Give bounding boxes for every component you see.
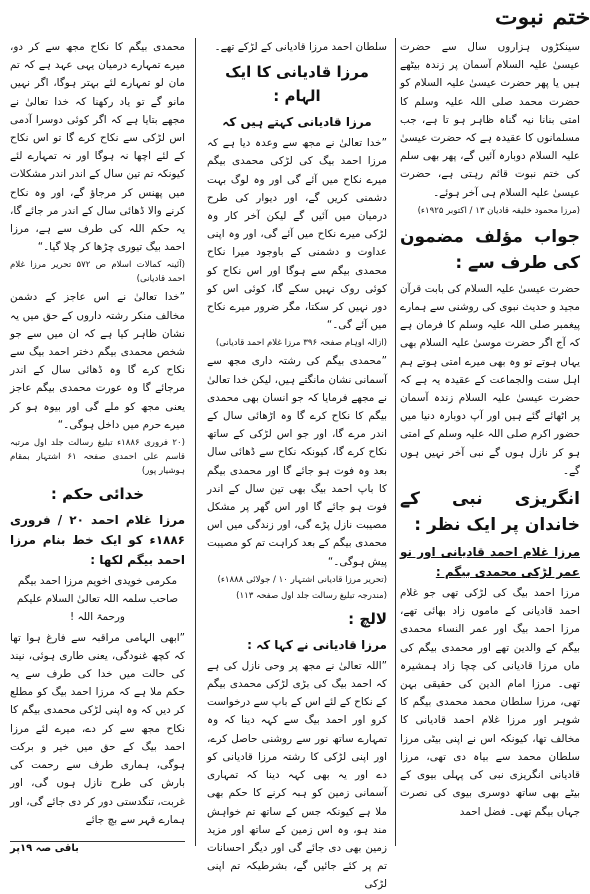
section-heading: انگریزی نبی کے خاندان پر ایک نظر : (400, 489, 580, 536)
middle-column (207, 38, 387, 891)
paragraph: محمدی بیگم کا نکاح مجھ سے کر دو، میرے تمہارے درمیان یہی عہد ہے کہ تم مان لو تمہارے لئے بہتر ہوگا، اگر نہیں مانو گے تو یاد رکھنا کہ خدا تعالیٰ نے مجھے بتایا ہے کہ اگر کوئی دوسرا آدمی اس لڑکی سے نکاح کرے گا تو اس نکاح کے لئے اچھا نہ ہوگا اور نہ تمہارے لئے کیونکہ تم تین سال کے اندر اندر مشکلات میں پھنس کر مرجاؤ گے، اور وہ نکاح کرنے والا ڈھائی سال کے اندر مر جائے گا، یہ حکم اللہ کی طرف سے ہے، مرزا احمد بیگ تیوری چڑھا کر چلا گیا۔“ (10, 41, 185, 254)
citation: (تحریر مرزا قادیانی اشتہار ۱۰ / جولائی ۱۸۸۸ء) (217, 574, 387, 585)
paragraph: مرزا احمد بیگ کی لڑکی تھی جو غلام احمد قادیانی کے ماموں زاد بھائی تھے، مرزا احمد بیگ اور عمر النساء محمدی بیگم کے والدین تھے اور محمدی بیگم کی ماں مرزا قادیانی کی چچا زاد ہمشیرہ تھی۔ مرزا امام الدین کی حقیقی بہن تھی، مرزا سلطان محمد محمدی بیگم کا شوہر اور مرزا غلام احمد قادیانی کا مخالف تھا، کیونکہ اس نے اپنی بیٹی مرزا سلطان محمد سے بیاہ دی تھی، مرزا قادیانی انگریزی نبی کی پہلی بیوی کے بیٹے بھی ساتھ دوسری بیوی کی نصرت جہاں بیگم تھی۔ فضل احمد (400, 587, 580, 818)
paragraph: سلطان احمد مرزا قادیانی کے لڑکے تھے۔ (214, 41, 387, 53)
quote: ”خدا تعالیٰ نے اس عاجز کے دشمن مخالف منکر رشتہ داروں کے حق میں یہ نشان ظاہر کیا ہے کہ ان میں سے جو شخص محمدی بیگم دختر احمد بیگ سے نکاح کرے گا وہ ڈھائی سال کے اندر مرجائے گا وہ عورت محمدی بیگم عاجز یعنی مجھ کو ملے گی اور بیوہ ہو کر میرے حرم میں داخل ہوگی۔“ (10, 291, 185, 431)
magazine-logo (494, 4, 590, 30)
salutation: مکرمی خویدی اخویم مرزا احمد بیگم صاحب سلمہ اللہ تعالیٰ السلام علیکم ورحمۃ اللہ ! (16, 575, 179, 624)
citation: (مرزا محمود خلیفہ قادیان ۱۳ / اکتوبر ۱۹۲۵ء) (417, 205, 580, 216)
paragraph: حضرت عیسیٰ علیہ السلام کی بابت قرآن مجید و حدیث نبوی کی روشنی سے ہمارے پیغمبر صلی اللہ علیہ وسلم کا فرمان ہے کہ آج اگر حضرت موسیٰ علیہ السلام بھی یہاں ہوتے تو وہ بھی میرے امتی ہوتے ہم اہل سنت والجماعت کے عقیدہ یہ ہے کہ حضرت عیسیٰ علیہ السلام زندہ آسمان پر اٹھائے گئے ہیں اور آپ دوبارہ دنیا میں حضور اکرم صلی اللہ علیہ وسلم کے امتی ہو کر نازل ہوں گے نبی آخر نہیں ہوں گے۔ (400, 282, 580, 477)
section-heading: مرزا قادیانی کا ایک الہام : (225, 63, 369, 106)
logo-text: ختم نبوت (494, 5, 590, 29)
left-column (10, 38, 185, 846)
quote: ”ابھی الہامی مراقبہ سے فارغ ہوا تھا کہ کچھ غنودگی، یعنی طاری ہوئی، نیند کی حالت میں خدا کی طرف سے یہ حکم ملا ہے کہ مرزا احمد بیگ کو مطلع کر دیں کہ وہ اپنی لڑکی محمدی بیگم کا نکاح مجھ سے کر دے، میرے لئے مرزا احمد بیگ کے حق میں خیر و برکت ہوگی، ہماری طرف سے رحمت کی بارش کی طرح نازل ہوں گی، اور غربت، تنگدستی دور کر دی جائے گی، اور ہمارے قہر سے بچ جائے (9, 631, 185, 826)
column-divider (395, 38, 396, 846)
subheading: مرزا قادیانی نے کہا کہ : (247, 637, 387, 652)
continued-note: باقی صہ ۱۹پر (10, 841, 185, 854)
quote: ”خدا تعالیٰ نے مجھ سے وعدہ دیا ہے کہ مرزا احمد بیگ کی لڑکی محمدی بیگم میرے نکاح میں آئے گی اور وہ لوگ بہت دشمنی کریں گے، اور دیوار کی طرح درمیان میں آئیں گے لیکن آخر کار وہ لڑکی میرے نکاح میں آئے گی، اور وہ اپنی عداوت و دشمنی کے باوجود میرا نکاح محمدی بیگم سے ہوگا اور اس نکاح کو کوئی روک نہیں سکے گا، کوئی اس کو دور نہیں کر سکتا، مگر ضرور میرے نکاح میں آئے گی۔“ (207, 137, 387, 332)
citation: (آئینہ کمالات اسلام ص ۵۷۲ تحریر مرزا غلام احمد قادیانی) (10, 260, 185, 285)
section-heading: خدائی حکم : (50, 485, 145, 504)
subheading: مرزا قادیانی کہتے ہیں کہ (222, 115, 372, 130)
citation: (۲۰ فروری ۱۸۸۶ء تبلیغ رسالت جلد اول مرتبہ قاسم علی احمدی صفحہ ۶۱ اشتہار بمقام ہوشیار پور) (10, 438, 186, 477)
subheading: مرزا غلام احمد ۲۰ / فروری ۱۸۸۶ء کو ایک خط بنام مرزا احمد بیگم لکھا : (10, 513, 185, 568)
citation: (ازالہ اوہام صفحہ ۳۹۶ مرزا غلام احمد قادیانی) (215, 338, 387, 349)
quote: ”محمدی بیگم کی رشتہ داری مجھ سے آسمانی نشان مانگتے ہیں، لیکن خدا تعالیٰ نے مجھے فرمایا کہ جو انسان بھی محمدی بیگم کا نکاح کرے گا وہ اڑھائی سال کے اندر مرے گا، اور جو اس لڑکی کے ساتھ نکاح کرے گا، کیونکہ نکاح سے ڈھائی سال بعد وہ فوت ہو جائے گا اور محمدی بیگم کا باپ احمد بیگ بھی تین سال کے اندر فوت ہو جائے گا اور اس گھر پر مشکل مصیبت نازل پڑے گی، اور زندگی میں اس محمدی بیگم کے بعد کراہت تم کو مصیبت پیش ہوگی۔“ (207, 355, 387, 568)
right-column (400, 38, 580, 846)
section-heading: جواب مؤلف مضمون کی طرف سے : (400, 226, 580, 273)
citation: (مندرجہ تبلیغ رسالت جلد اول صفحہ ۱۱۳) (236, 590, 387, 601)
subheading: مرزا غلام احمد قادیانی اور نو عمر لڑکی محمدی بیگم : (400, 545, 580, 580)
quote: ”اللہ تعالیٰ نے مجھ پر وحی نازل کی ہے کہ احمد بیگ کی بڑی لڑکی محمدی بیگم کے نکاح کے لئے اس کے باپ سے درخواست کرو اور احمد بیگ سے کہہ دینا کہ وہ تمہارے ساتھ نور سے روشنی حاصل کرے، اور اپنی لڑکی کا رشتہ مرزا قادیانی کو دے اور یہ بھی کہہ دینا کہ تمہاری آسمانی زمین کو ہبہ کرنے کا حکم بھی ملا ہے کیونکہ جس کے ساتھ تم خواہش مند ہو، وہ اس زمین کے ساتھ اور مزید زمین بھی دی جائے گی اور دیگر احسانات تم پر کئے جائیں گے، بشرطیکہ تم اپنی لڑکی (207, 659, 387, 891)
column-divider (195, 38, 196, 846)
paragraph: سینکڑوں ہزاروں سال سے حضرت عیسیٰ علیہ السلام آسمان پر زندہ بیٹھے ہیں یا پھر حضرت عیسیٰ علیہ السلام کو حضرت محمد صلی اللہ علیہ وسلم کا امتی بنانا نیہ گناہ ظاہر ہو تا ہے، جب مسلمانوں کا عقیدہ ہے کہ حضرت عیسیٰ علیہ السلام دوبارہ آئیں گے، پھر بھی سلم کی ختم نبوت قائم رہتی ہے، حضرت عیسیٰ علیہ السلام ہی آخر ہوئے۔ (400, 41, 580, 199)
section-heading: لالچ : (348, 609, 387, 628)
